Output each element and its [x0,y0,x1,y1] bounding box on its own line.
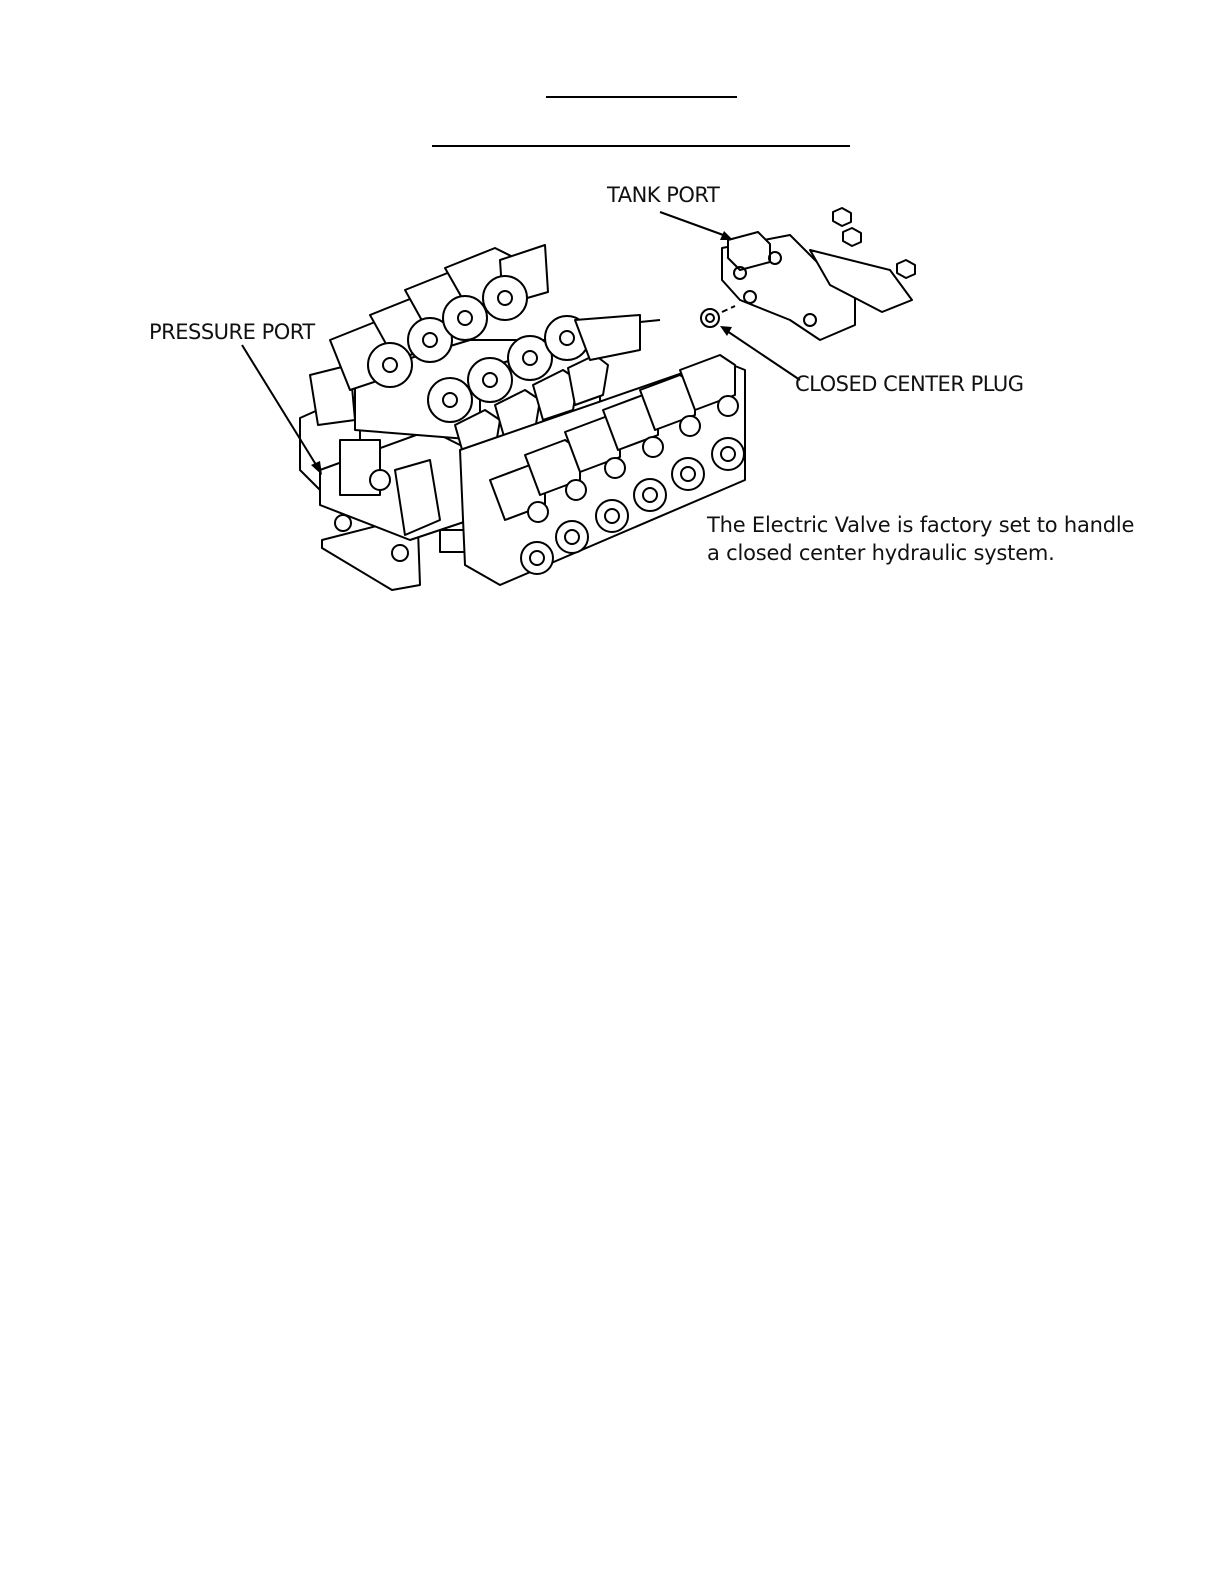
tank-port-label: TANK PORT [607,183,720,207]
closed-center-plug-label: CLOSED CENTER PLUG [795,372,1024,396]
note-line-1: The Electric Valve is factory set to handle [707,513,1135,537]
closed-center-plug-part [701,309,719,327]
pressure-port-label: PRESSURE PORT [149,320,315,344]
end-cover-exploded [701,208,915,340]
note-line-2: a closed center hydraulic system. [707,541,1055,565]
factory-setting-note [707,511,1134,567]
